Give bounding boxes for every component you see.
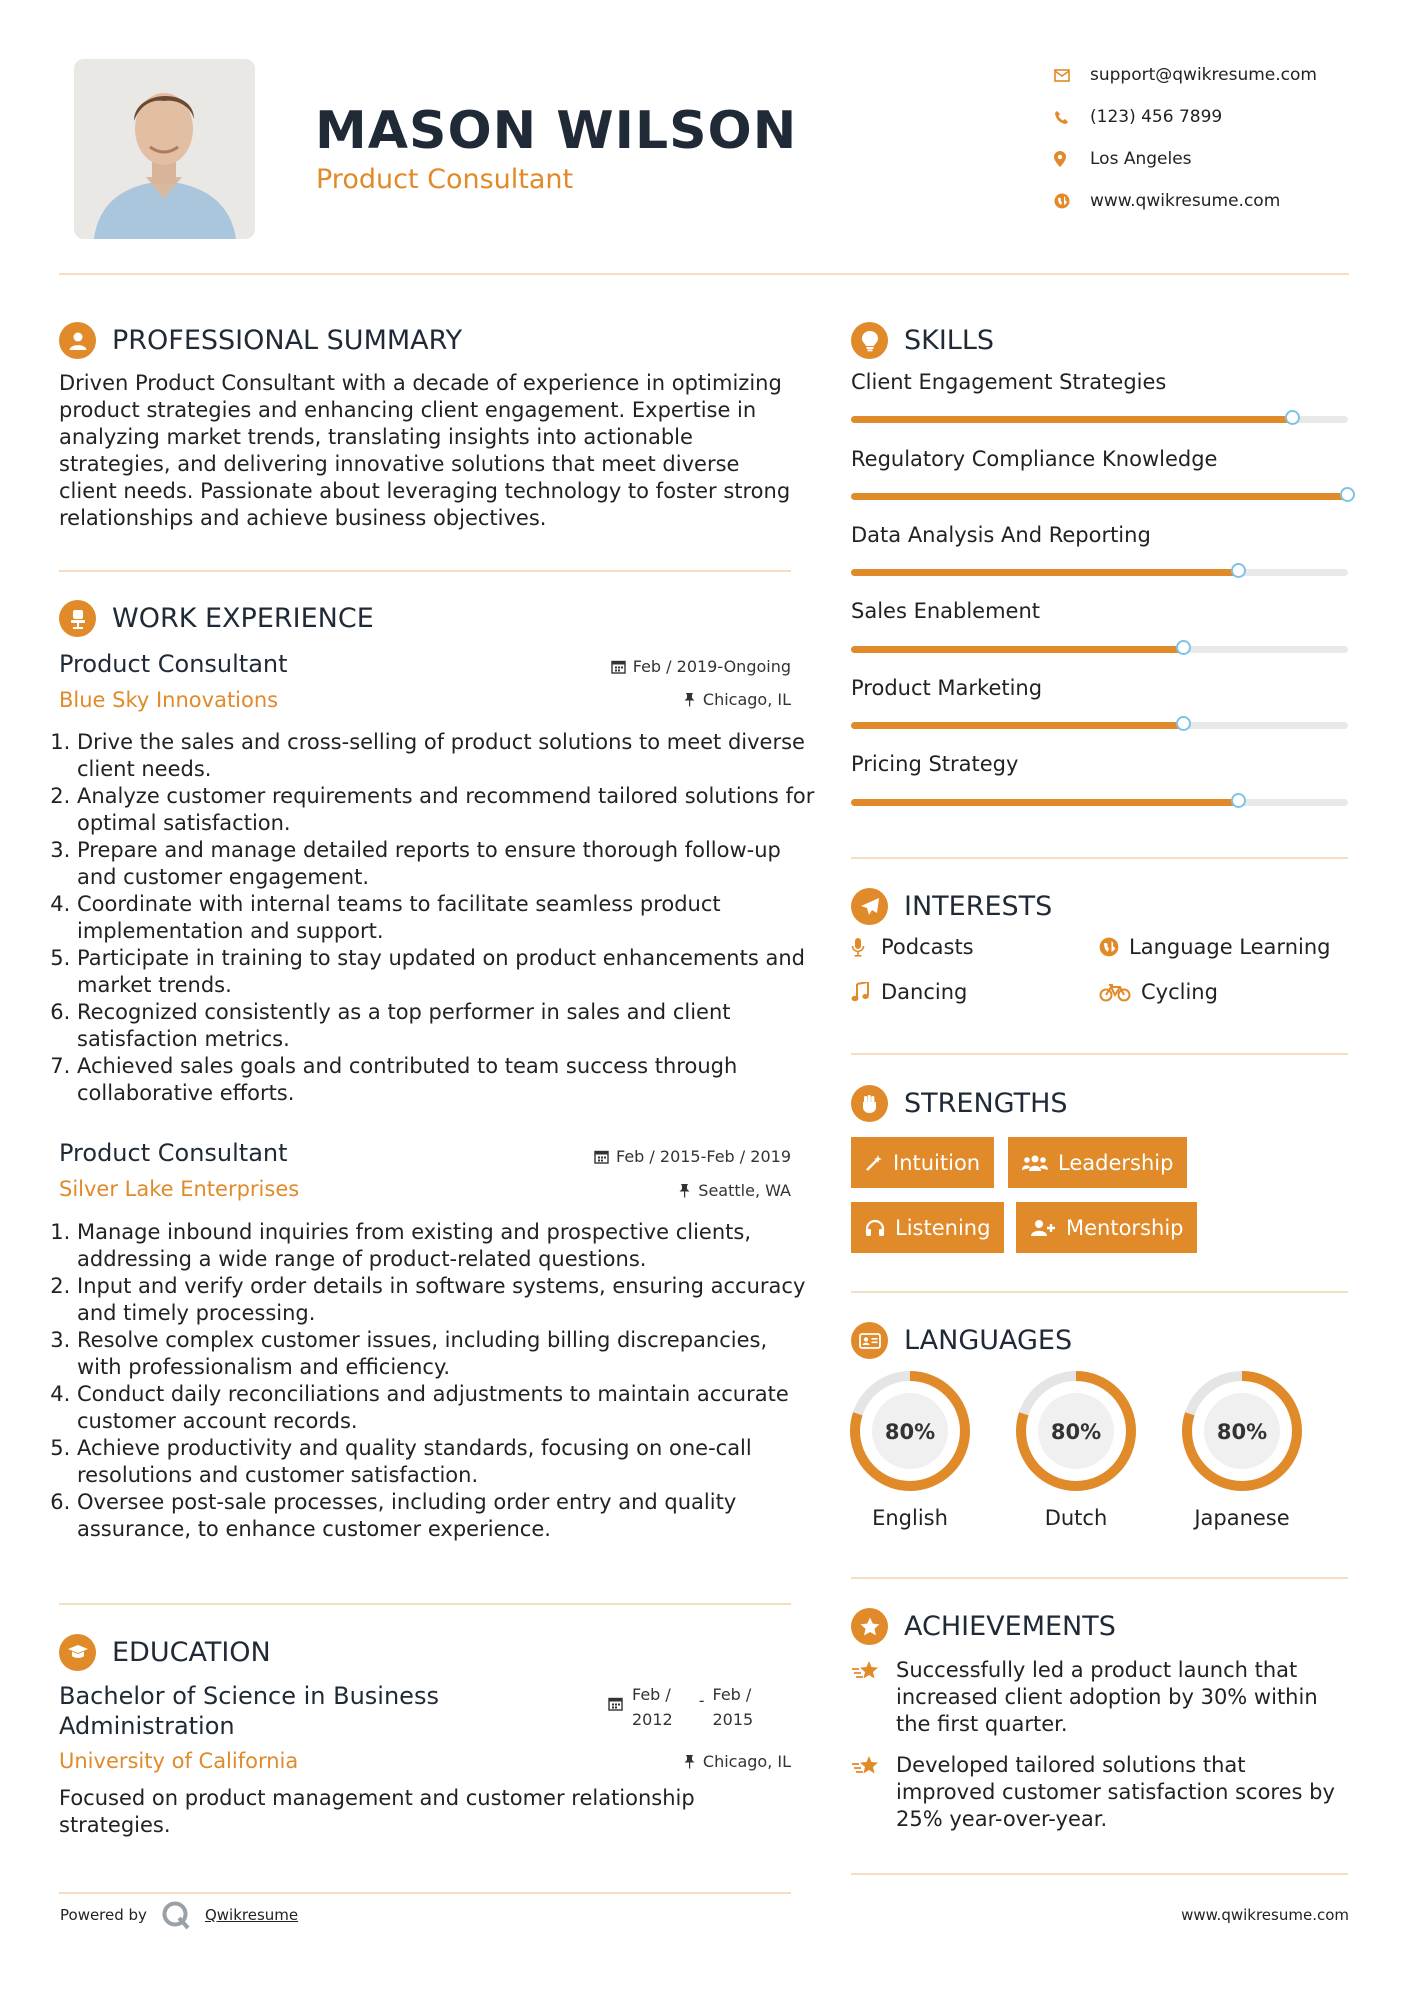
strength-label: Leadership <box>1058 1150 1174 1175</box>
interest-label: Dancing <box>881 980 968 1004</box>
contact-phone[interactable] <box>1054 96 1394 138</box>
star-icon <box>851 1608 888 1645</box>
summary-line: Driven Product Consultant with a decade of experience in optimizing <box>59 371 782 395</box>
skill-bar <box>851 569 1348 576</box>
skill-label: Product Marketing <box>851 676 1043 700</box>
phone-icon <box>1054 110 1090 125</box>
summary-heading <box>59 322 462 359</box>
achievement-line: Successfully led a product launch that <box>896 1658 1298 1682</box>
skills-heading-text: SKILLS <box>904 325 995 356</box>
calendar-icon <box>594 1149 609 1164</box>
summary-heading-text: PROFESSIONAL SUMMARY <box>112 325 463 356</box>
duty-item: 3. Resolve complex customer issues, including billing discrepancies, with professionalism and efficiency. <box>77 1327 817 1381</box>
users-icon <box>1022 1154 1048 1172</box>
start-year: 2012 <box>632 1710 673 1729</box>
end-year: 2015 <box>712 1710 754 1729</box>
contact-location <box>1054 138 1394 180</box>
job-1-title: Product Consultant <box>59 650 288 678</box>
phone-text: (123) 456 7899 <box>1090 107 1223 127</box>
candidate-title: Product Consultant <box>316 164 574 195</box>
job-1-dates-text: Feb / 2019-Ongoing <box>632 657 791 676</box>
magic-wand-icon <box>865 1154 883 1172</box>
languages-heading <box>851 1322 1072 1359</box>
user-icon <box>59 322 96 359</box>
skill-label: Pricing Strategy <box>851 752 1019 776</box>
email-text: support@qwikresume.com <box>1090 65 1317 85</box>
language-name: English <box>872 1506 948 1530</box>
achievement-line: the first quarter. <box>896 1712 1068 1736</box>
education-start <box>632 1682 673 1732</box>
language-ring <box>1180 1369 1304 1493</box>
end-month: Feb / <box>712 1685 752 1704</box>
education-end <box>713 1682 754 1732</box>
globe-icon <box>1099 937 1129 957</box>
job-2-location <box>678 1181 791 1200</box>
job-1-company: Blue Sky Innovations <box>59 688 279 712</box>
language-name: Japanese <box>1194 1506 1290 1530</box>
skill-bar <box>851 799 1348 806</box>
skill-bar <box>851 493 1348 500</box>
duty-item: 2. Analyze customer requirements and recommend tailored solutions for optimal satisfaction. <box>77 783 817 837</box>
skill-bar-knob <box>1231 793 1246 808</box>
education-divider <box>59 1892 791 1894</box>
skill-bar-fill <box>851 416 1293 423</box>
chair-icon <box>59 600 96 637</box>
skill-bar-knob <box>1176 640 1191 655</box>
lightbulb-icon <box>851 322 888 359</box>
skill-label: Data Analysis And Reporting <box>851 523 1151 547</box>
strength-chip-leadership <box>1008 1137 1187 1188</box>
skill-bar-knob <box>1231 563 1246 578</box>
header-divider <box>59 273 1349 275</box>
paper-plane-icon <box>851 888 888 925</box>
duty-item: 4. Coordinate with internal teams to facilitate seamless product implementation and support. <box>77 891 817 945</box>
ring-percent: 80% <box>884 1420 936 1444</box>
achievements-heading-text: ACHIEVEMENTS <box>904 1611 1116 1642</box>
duty-item: 5. Participate in training to stay updated on product enhancements and market trends. <box>77 945 817 999</box>
languages-heading-text: LANGUAGES <box>904 1325 1073 1356</box>
degree-line: Bachelor of Science in Business <box>59 1682 439 1710</box>
skill-bar <box>851 646 1348 653</box>
calendar-icon <box>611 659 626 674</box>
interest-language-learning <box>1099 935 1330 959</box>
achievement-text <box>896 1752 1335 1833</box>
interest-cycling <box>1099 980 1218 1004</box>
achievement-line: increased client adoption by 30% within <box>896 1685 1318 1709</box>
education-location <box>683 1752 791 1771</box>
education-location-text: Chicago, IL <box>702 1752 791 1771</box>
bicycle-icon <box>1099 982 1141 1002</box>
ring-percent: 80% <box>1216 1420 1268 1444</box>
summary-text <box>59 370 799 532</box>
graduate-icon <box>59 1634 96 1671</box>
summary-line: analyzing market trends, translating insights into actionable <box>59 425 693 449</box>
skill-bar-fill <box>851 646 1184 653</box>
interest-label: Cycling <box>1141 980 1218 1004</box>
interest-dancing <box>851 980 967 1004</box>
duty-item: 2. Input and verify order details in software systems, ensuring accuracy and timely processing. <box>77 1273 817 1327</box>
language-ring <box>1014 1369 1138 1493</box>
strength-chip-mentorship <box>1016 1202 1197 1253</box>
interests-heading-text: INTERESTS <box>904 891 1053 922</box>
duty-item: 5. Achieve productivity and quality standards, focusing on one-call resolutions and customer satisfaction. <box>77 1435 817 1489</box>
contact-website[interactable] <box>1054 180 1394 222</box>
interest-podcasts <box>851 935 974 959</box>
job-2-title: Product Consultant <box>59 1139 288 1167</box>
language-name: Dutch <box>1044 1506 1108 1530</box>
duty-item: 3. Prepare and manage detailed reports to ensure thorough follow-up and customer engagement. <box>77 837 817 891</box>
summary-line: relationships and achieve business objectives. <box>59 506 547 530</box>
interests-heading <box>851 888 1052 925</box>
skills-divider <box>851 857 1348 859</box>
footer-website[interactable]: www.qwikresume.com <box>1181 1906 1349 1924</box>
degree-line: Administration <box>59 1712 235 1740</box>
candidate-name: MASON WILSON <box>315 101 798 161</box>
start-month: Feb / <box>632 1685 671 1704</box>
strength-chip-intuition <box>851 1137 994 1188</box>
strengths-heading <box>851 1085 1068 1122</box>
website-text: www.qwikresume.com <box>1090 191 1281 211</box>
summary-divider <box>59 570 791 572</box>
interests-divider <box>851 1053 1348 1055</box>
job-1-dates <box>611 657 791 676</box>
skill-bar <box>851 416 1348 423</box>
headphones-icon <box>865 1219 885 1237</box>
job-1-duties <box>59 729 817 1107</box>
experience-heading <box>59 600 374 637</box>
language-ring <box>848 1369 972 1493</box>
job-2-duties <box>59 1219 817 1543</box>
duty-item: 1. Manage inbound inquiries from existing and prospective clients, addressing a wide range of product-related questions. <box>77 1219 817 1273</box>
fist-icon <box>851 1085 888 1122</box>
ring-percent: 80% <box>1050 1420 1102 1444</box>
summary-line: strategies, and delivering innovative solutions that meet diverse <box>59 452 740 476</box>
skill-label: Regulatory Compliance Knowledge <box>851 447 1218 471</box>
globe-icon <box>1054 193 1090 209</box>
shooting-star-icon <box>851 1752 896 1833</box>
pushpin-icon <box>683 692 696 707</box>
education-desc-line: strategies. <box>59 1813 171 1837</box>
skill-label: Sales Enablement <box>851 599 1041 623</box>
qwikresume-link[interactable]: Qwikresume <box>204 1906 299 1924</box>
envelope-icon <box>1054 69 1090 82</box>
interest-label: Podcasts <box>881 935 974 959</box>
user-plus-icon <box>1030 1219 1056 1237</box>
summary-line: product strategies and enhancing client engagement. Expertise in <box>59 398 757 422</box>
contact-block <box>1054 54 1394 222</box>
education-desc-line: Focused on product management and customer relationship <box>59 1786 695 1810</box>
job-1-location <box>683 690 791 709</box>
job-2-dates-text: Feb / 2015-Feb / 2019 <box>616 1147 791 1166</box>
education-degree <box>59 1681 439 1741</box>
id-card-icon <box>851 1322 888 1359</box>
duty-item: 6. Recognized consistently as a top performer in sales and client satisfaction metrics. <box>77 999 817 1053</box>
strength-chip-listening <box>851 1202 1004 1253</box>
qwikresume-logo-icon <box>161 1900 193 1930</box>
strengths-divider <box>851 1291 1348 1293</box>
microphone-icon <box>851 937 881 957</box>
duty-item: 6. Oversee post-sale processes, including order entry and quality assurance, to enhance customer experience. <box>77 1489 817 1543</box>
achievement-line: improved customer satisfaction scores by <box>896 1780 1335 1804</box>
shooting-star-icon <box>851 1657 896 1738</box>
skill-bar-knob <box>1285 410 1300 425</box>
map-pin-icon <box>1054 151 1090 167</box>
education-school: University of California <box>59 1749 299 1773</box>
powered-by-text: Powered by <box>60 1906 147 1924</box>
job-2-dates <box>594 1147 791 1166</box>
education-dates <box>608 1682 753 1732</box>
skills-heading <box>851 322 994 359</box>
interest-label: Language Learning <box>1129 935 1331 959</box>
profile-photo <box>74 59 255 239</box>
duty-item: 4. Conduct daily reconciliations and adjustments to maintain accurate customer account records. <box>77 1381 817 1435</box>
achievement-text <box>896 1657 1318 1738</box>
strength-label: Listening <box>895 1215 991 1240</box>
achievement-item <box>851 1657 1351 1738</box>
languages-divider <box>851 1577 1348 1579</box>
strengths-heading-text: STRENGTHS <box>904 1088 1068 1119</box>
achievements-divider <box>851 1873 1348 1875</box>
skill-bar-fill <box>851 722 1184 729</box>
contact-email[interactable] <box>1054 54 1394 96</box>
location-text: Los Angeles <box>1090 149 1192 169</box>
date-separator: - <box>698 1691 705 1710</box>
strength-label: Intuition <box>893 1150 981 1175</box>
job-1-location-text: Chicago, IL <box>702 690 791 709</box>
pushpin-icon <box>683 1754 696 1769</box>
experience-divider <box>59 1603 791 1605</box>
calendar-icon <box>608 1696 623 1711</box>
skill-bar-fill <box>851 799 1239 806</box>
skill-label: Client Engagement Strategies <box>851 370 1167 394</box>
education-heading-text: EDUCATION <box>112 1637 271 1668</box>
education-heading <box>59 1634 271 1671</box>
pushpin-icon <box>678 1183 691 1198</box>
duty-item: 1. Drive the sales and cross-selling of product solutions to meet diverse client needs. <box>77 729 817 783</box>
job-2-company: Silver Lake Enterprises <box>59 1177 300 1201</box>
footer-powered-by <box>60 1900 298 1930</box>
achievement-line: 25% year-over-year. <box>896 1807 1108 1831</box>
strength-label: Mentorship <box>1066 1215 1184 1240</box>
education-description <box>59 1785 799 1839</box>
experience-heading-text: WORK EXPERIENCE <box>112 603 374 634</box>
summary-line: client needs. Passionate about leveraging technology to foster strong <box>59 479 791 503</box>
duty-item: 7. Achieved sales goals and contributed to team success through collaborative efforts. <box>77 1053 817 1107</box>
achievement-line: Developed tailored solutions that <box>896 1753 1246 1777</box>
skill-bar-fill <box>851 569 1239 576</box>
achievements-heading <box>851 1608 1116 1645</box>
achievement-item <box>851 1752 1351 1833</box>
job-2-location-text: Seattle, WA <box>698 1181 791 1200</box>
skill-bar-knob <box>1340 487 1355 502</box>
music-note-icon <box>851 982 881 1002</box>
skill-bar <box>851 722 1348 729</box>
skill-bar-fill <box>851 493 1348 500</box>
skill-bar-knob <box>1176 716 1191 731</box>
